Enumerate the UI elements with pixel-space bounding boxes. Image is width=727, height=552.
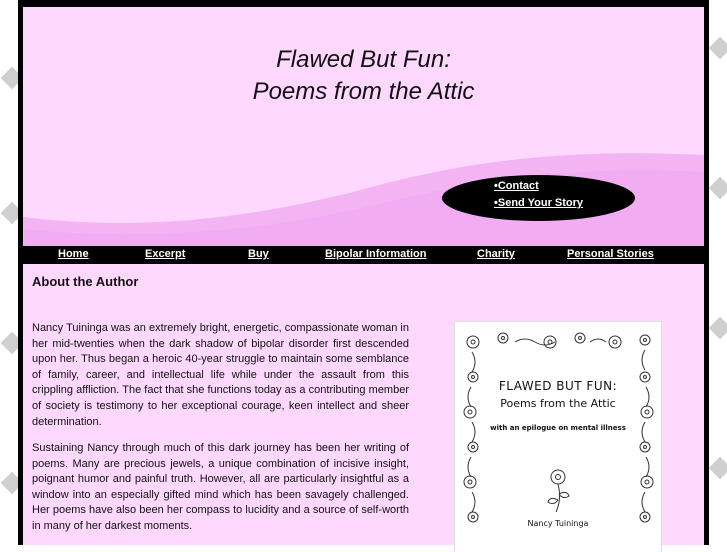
frame-top-border <box>18 0 709 7</box>
author-paragraph-2: Sustaining Nancy through much of this dark journey has been her writing of poems. Many are precious jewels, a unique combination of incisive insight, poignant humor and painful truth. However, all are particularly insightful as a window into an especially gifted mind which has been savagely challenged. Her poems have also been her compass to lucidity and a source of self-worth in many of her darkest moments. <box>32 442 409 532</box>
book-author: Nancy Tuininga <box>527 519 589 528</box>
book-title-line2: Poems from the Attic <box>500 397 616 410</box>
book-title-line1: FLAWED BUT FUN: <box>498 379 618 393</box>
frame-right-border <box>704 0 709 545</box>
nav-personal-stories[interactable]: Personal Stories <box>567 248 654 260</box>
nav-excerpt[interactable]: Excerpt <box>145 248 186 260</box>
book-cover-image <box>455 322 661 552</box>
site-title-line1: Flawed But Fun: <box>276 46 451 73</box>
author-paragraph-1: Nancy Tuininga was an extremely bright, energetic, compassionate woman in her mid-twenties when the dark shadow of bipolar disorder first descended upon her. Thus began a heroic 40-year struggle to maintain some semblance of family, career, and intellectual life while under the assault from this crippling affliction. The fact that she functions today as a contributing member of society is testimony to her exceptional courage, keen intellect and sheer determination. <box>32 322 409 428</box>
bullet: • <box>494 197 498 209</box>
flower-border-graphic <box>455 322 661 552</box>
contact-link-label: Contact <box>497 180 539 192</box>
nav-charity[interactable]: Charity <box>477 248 515 260</box>
section-title: About the Author <box>32 274 139 289</box>
send-your-story-link-label: Send Your Story <box>497 197 584 209</box>
site-title-line2: Poems from the Attic <box>252 78 475 105</box>
header-links-oval <box>442 175 635 221</box>
nav-bipolar-information[interactable]: Bipolar Information <box>325 248 427 260</box>
nav-buy[interactable]: Buy <box>248 248 269 260</box>
contact-link[interactable] <box>494 180 539 192</box>
send-your-story-link[interactable] <box>494 197 583 209</box>
nav-home[interactable]: Home <box>58 248 89 260</box>
bullet: • <box>494 180 498 192</box>
book-subtitle: with an epilogue on mental illness <box>490 424 626 432</box>
main-content <box>23 264 704 545</box>
main-navigation <box>23 246 704 264</box>
site-header <box>23 7 704 246</box>
